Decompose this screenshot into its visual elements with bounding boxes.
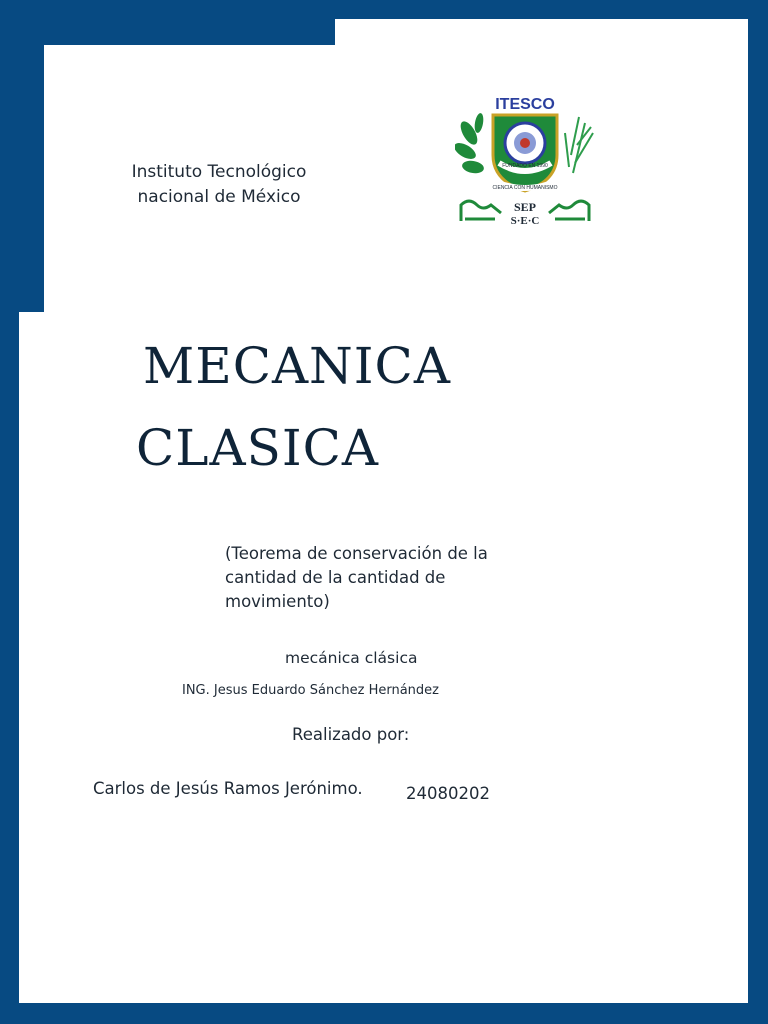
title-line2: CLASICA xyxy=(136,419,379,477)
student-name: Carlos de Jesús Ramos Jerónimo. xyxy=(93,779,363,798)
sec-text: S·E·C xyxy=(510,215,540,227)
corner-decoration xyxy=(19,19,335,45)
logo-top-text: ITESCO xyxy=(495,96,555,113)
svg-text:FUNDADO EN 1990: FUNDADO EN 1990 xyxy=(502,163,548,169)
itesco-logo xyxy=(455,93,595,229)
serpent-right-icon xyxy=(549,201,589,221)
title-line1: MECANICA xyxy=(143,337,451,395)
teacher-name: ING. Jesus Eduardo Sánchez Hernández xyxy=(182,683,439,698)
subtitle-line3: movimiento) xyxy=(225,592,330,611)
sep-text: SEP xyxy=(513,200,537,214)
serpent-left-icon xyxy=(461,201,501,221)
subtitle-line2: cantidad de la cantidad de xyxy=(225,568,446,587)
institution-line1: Instituto Tecnológico xyxy=(131,162,307,182)
institution-name xyxy=(119,160,319,210)
course-name: mecánica clásica xyxy=(285,649,418,667)
leaf-left-icon xyxy=(455,112,485,174)
student-id: 24080202 xyxy=(406,784,490,803)
subtitle xyxy=(225,542,515,614)
palm-right-icon xyxy=(565,117,593,173)
institution-line2: nacional de México xyxy=(137,187,301,207)
svg-text:CIENCIA CON HUMANISMO: CIENCIA CON HUMANISMO xyxy=(492,185,558,191)
subtitle-line1: (Teorema de conservación de la xyxy=(225,544,488,563)
cover-page xyxy=(19,19,748,1003)
corner-decoration-left xyxy=(19,19,44,312)
made-by-label: Realizado por: xyxy=(292,725,410,744)
